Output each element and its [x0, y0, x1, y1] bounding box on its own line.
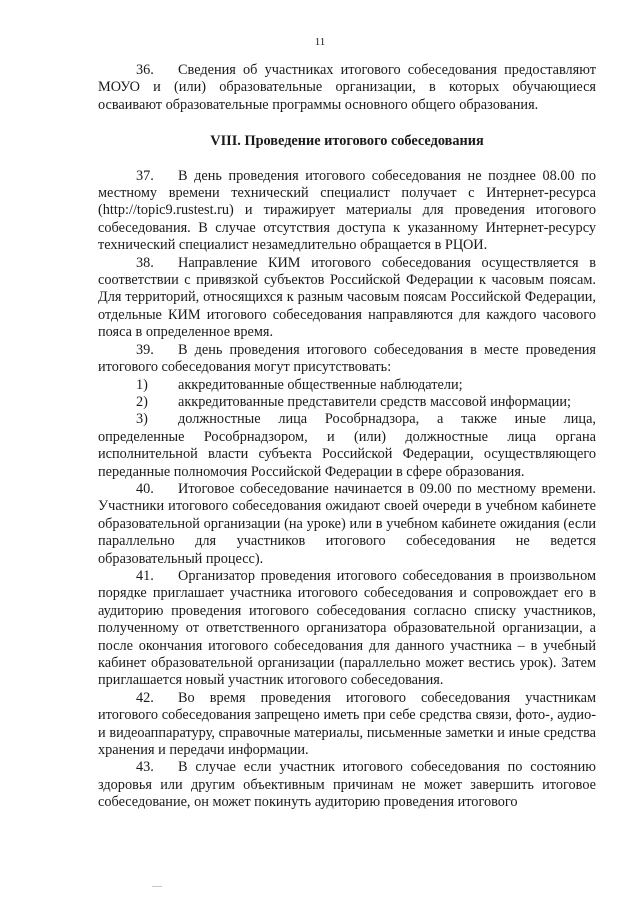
list-item-number: 2): [136, 393, 148, 410]
paragraph-text: Во время проведения итогового собеседования участникам итогового собеседования запрещено иметь при себе средства связи, фото-, аудио- и видеоаппаратуру, справочные материалы, письменные заметки и иные средства хранения и передачи информации.: [98, 689, 596, 759]
paragraph-40: [98, 481, 596, 568]
section-title: VIII. Проведение итогового собеседования: [210, 133, 484, 150]
paragraph-number: 43.: [136, 759, 154, 776]
paragraph-text: Итоговое собеседование начинается в 09.00 по местному времени. Участники итогового собеседования ожидают своей очереди в учебном кабинете образовательной организации (на уроке) или в учебном кабинете ожидания (если параллельно для участников итогового собеседования не ведется образовательный процесс).: [98, 480, 596, 567]
paragraph-42: [98, 690, 596, 760]
scan-artifact-mark: [152, 886, 162, 887]
page-number: 11: [314, 36, 326, 48]
list-item-text: аккредитованные представители средств массовой информации;: [178, 393, 571, 410]
paragraph-text: Организатор проведения итогового собеседования в произвольном порядке приглашает участника итогового собеседования и сопровождает его в аудиторию проведения итогового собеседования согласно списку участников, полученному от ответственного организатора образовательной организации, а после окончания итогового собеседования для данного участника – в учебный кабинет образовательной организации (параллельно может вестись урок). Затем приглашается новый участник итогового собеседования.: [98, 567, 596, 689]
paragraph-text: В день проведения итогового собеседования не позднее 08.00 по местному времени технический специалист получает с Интернет-ресурса (http://topic9.rustest.ru) и тиражирует материалы для проведения итогового собеседования. В случае отсутствия доступа к указанному Интернет-ресурсу технический специалист незамедлительно обращается в РЦОИ.: [98, 167, 596, 254]
list-item-number: 3): [136, 411, 148, 428]
list-item-1: [98, 377, 596, 394]
paragraph-number: 41.: [136, 567, 154, 584]
paragraph-number: 38.: [136, 254, 154, 271]
paragraph-text: Направление КИМ итогового собеседования осуществляется в соответствии с привязкой субъектов Российской Федерации к часовым поясам. Для территорий, относящихся к разным часовым поясам Российской Федерации, отдельные КИМ итогового собеседования направляются для каждого часового пояса в определенное время.: [98, 254, 596, 341]
paragraph-43: [98, 759, 596, 811]
paragraph-number: 42.: [136, 689, 154, 706]
list-item-3: [98, 411, 596, 481]
list-item-text: должностные лица Рособрнадзора, а также иные лица, определенные Рособрнадзором, и (или) должностные лица органа исполнительной власти субъекта Российской Федерации, осуществляющего переданные полномочия Российской Федерации в сфере образования.: [98, 411, 596, 480]
paragraph-text: В случае если участник итогового собеседования по состоянию здоровья или другим объективным причинам не может завершить итоговое собеседование, он может покинуть аудиторию проведения итогового: [98, 759, 596, 811]
paragraph-number: 39.: [136, 341, 154, 358]
paragraph-text: Сведения об участниках итогового собеседования предоставляют МОУО и (или) образовательные организации, в которых обучающиеся осваивают образовательные программы основного общего образования.: [98, 62, 596, 113]
paragraph-37: [98, 168, 596, 255]
paragraph-38: [98, 255, 596, 342]
list-item-number: 1): [136, 376, 148, 393]
list-item-2: [98, 394, 596, 411]
paragraph-number: 40.: [136, 480, 154, 497]
paragraph-41: [98, 568, 596, 690]
list-item-text: аккредитованные общественные наблюдатели;: [178, 376, 463, 393]
paragraph-number: 37.: [136, 167, 154, 184]
paragraph-number: 36.: [136, 62, 154, 78]
document-body: [98, 62, 596, 812]
paragraph-39: [98, 342, 596, 377]
paragraph-36: [98, 62, 596, 114]
paragraph-text: В день проведения итогового собеседования в месте проведения итогового собеседования могут присутствовать:: [98, 341, 596, 376]
